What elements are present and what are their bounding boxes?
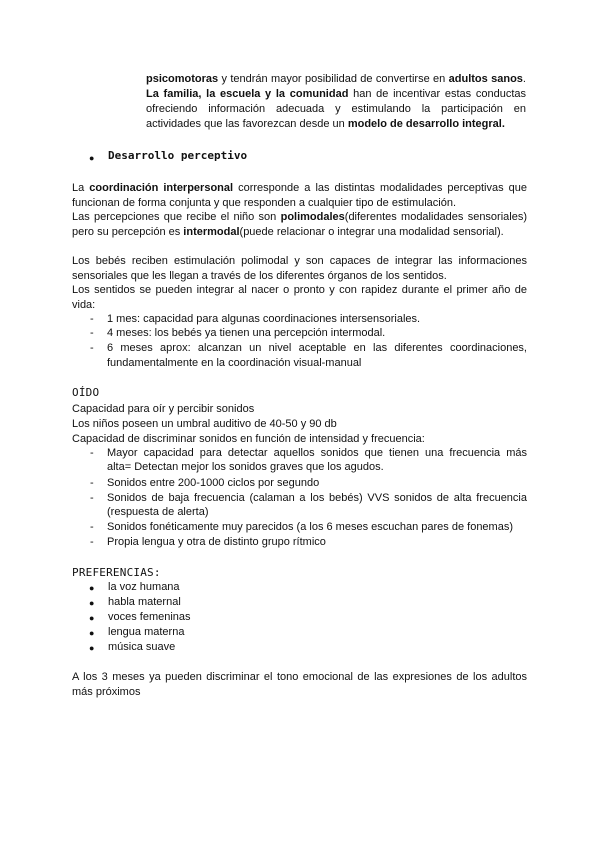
pref-item-3: voces femeninas	[108, 611, 191, 623]
list2-dash-2: -	[90, 477, 94, 489]
section-title: Desarrollo perceptivo	[108, 149, 248, 162]
para2-line-4: vida:	[72, 298, 96, 311]
paragraph-coordination	[72, 181, 527, 239]
intro-line-4: actividades que las favorezcan desde un modelo de desarrollo integral.	[146, 118, 505, 130]
list2-item-4: Sonidos fonéticamente muy parecidos (a los 6 meses escuchan pares de fonemas)	[107, 521, 513, 533]
closing-line-1: A los 3 meses ya pueden discriminar el tono emocional de las expresiones de los adultos	[72, 671, 527, 683]
para2-line-2: sensoriales que les llegan a través de los diferentes órganos de los sentidos.	[72, 269, 447, 282]
pref-bullet-5: ●	[89, 643, 95, 653]
para2-line-3: Los sentidos se pueden integrar al nacer o pronto y con rapidez durante el primer año de	[72, 284, 527, 296]
list1-dash-3: -	[90, 342, 94, 354]
list1-item-2: 4 meses: los bebés ya tienen una percepción intermodal.	[107, 327, 386, 339]
list2-dash-1: -	[90, 447, 94, 459]
oido-line-3: Capacidad de discriminar sonidos en función de intensidad y frecuencia:	[72, 433, 425, 445]
intro-paragraph	[146, 72, 526, 132]
paragraph-polimodal	[72, 254, 527, 312]
intro-line-1: psicomotoras y tendrán mayor posibilidad de convertirse en adultos sanos.	[146, 73, 526, 85]
list2-item-1-cont: alta= Detectan mejor los sonidos graves que los agudos.	[107, 461, 384, 473]
list1-item-3-cont: fundamentalmente en la coordinación visual-manual	[107, 357, 362, 369]
para1-line-3: Las percepciones que recibe el niño son polimodales(diferentes modalidades sensoriales)	[72, 211, 528, 223]
oido-line-2: Los niños poseen un umbral auditivo de 40-50 y 90 db	[72, 418, 337, 430]
section-bullet: ●	[89, 153, 95, 163]
pref-item-2: habla maternal	[108, 596, 181, 608]
pref-item-5: música suave	[108, 641, 176, 653]
pref-bullet-4: ●	[89, 628, 95, 638]
list2-item-3-cont: (respuesta de alerta)	[107, 506, 209, 518]
list2-dash-5: -	[90, 536, 94, 548]
list2-dash-4: -	[90, 521, 94, 533]
para2-line-1: Los bebés reciben estimulación polimodal y son capaces de integrar las informaciones	[72, 255, 527, 267]
para1-line-2: funcionan de forma conjunta y que responden a cualquier tipo de estimulación.	[72, 196, 457, 209]
list2-item-3: Sonidos de baja frecuencia (calaman a los bebés) VVS sonidos de alta frecuencia	[107, 492, 527, 504]
list2-item-1: Mayor capacidad para detectar aquellos sonidos que tienen una frecuencia más	[107, 447, 527, 459]
pref-bullet-1: ●	[89, 583, 95, 593]
list1-item-1: 1 mes: capacidad para algunas coordinaciones intersensoriales.	[107, 313, 421, 325]
closing-paragraph	[72, 670, 527, 699]
intro-line-2: La familia, la escuela y la comunidad han de incentivar estas conductas	[146, 88, 527, 100]
preferencias-title: PREFERENCIAS:	[72, 566, 161, 579]
para1-line-4: pero su percepción es intermodal(puede relacionar o integrar una modalidad sensorial).	[72, 225, 504, 238]
list2-item-2: Sonidos entre 200-1000 ciclos por segundo	[107, 477, 320, 489]
pref-bullet-2: ●	[89, 598, 95, 608]
list1-dash-2: -	[90, 327, 94, 339]
para1-line-1: La coordinación interpersonal corresponde a las distintas modalidades perceptivas que	[72, 182, 527, 194]
closing-line-2: más próximos	[72, 685, 141, 698]
pref-item-1: la voz humana	[108, 581, 180, 593]
list2-dash-3: -	[90, 492, 94, 504]
oido-title: OÍDO	[72, 386, 100, 399]
list1-item-3: 6 meses aprox: alcanzan un nivel aceptable en las diferentes coordinaciones,	[107, 342, 527, 354]
pref-bullet-3: ●	[89, 613, 95, 623]
list2-item-5: Propia lengua y otra de distinto grupo rítmico	[107, 536, 326, 548]
intro-line-3: ofreciendo información adecuada y estimulando la participación en	[146, 103, 526, 115]
list1-dash-1: -	[90, 313, 94, 325]
oido-line-1: Capacidad para oír y percibir sonidos	[72, 403, 255, 415]
pref-item-4: lengua materna	[108, 626, 185, 638]
